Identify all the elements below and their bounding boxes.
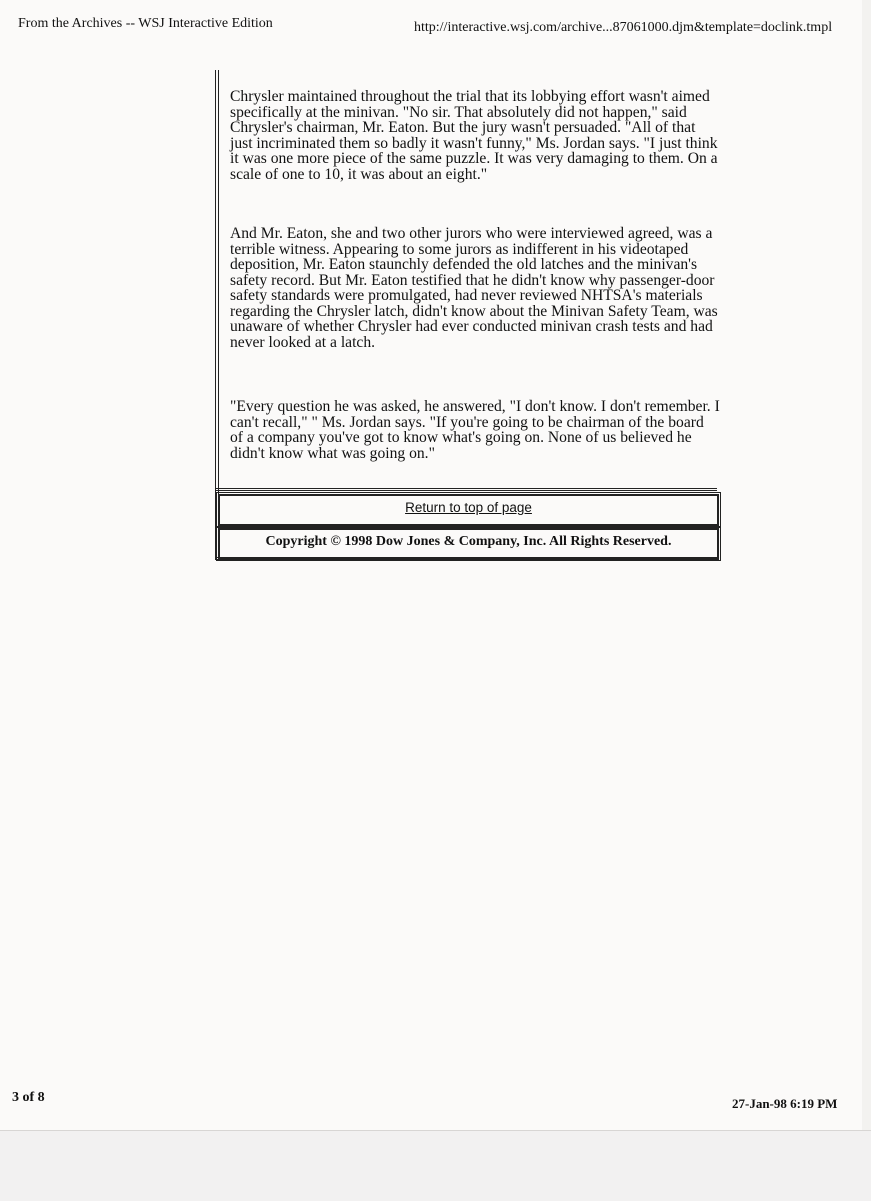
copyright-notice: Copyright © 1998 Dow Jones & Company, Inc. All Rights Reserved. [265, 534, 672, 549]
page-fold-shadow [862, 0, 871, 1130]
table-bottom-border [215, 557, 719, 560]
article-paragraph: Chrysler maintained throughout the trial that its lobbying effort wasn't aimed specifically at the minivan. "No sir. That absolutely did not happen," said Chrysler's chairman, Mr. Eaton. But the jury wasn't persuaded. "All of that just incriminated them so badly it wasn't funny," Ms. Jordan says. "I just think it was one more piece of the same puzzle. It was very damaging to them. On a scale of one to 10, it was about an eight." [230, 88, 718, 183]
scan-bottom-edge [0, 1130, 871, 1201]
return-to-top-link[interactable]: Return to top of page [405, 500, 532, 515]
article-divider [215, 488, 717, 491]
print-header-url: http://interactive.wsj.com/archive...87061000.djm&template=doclink.tmpl [414, 20, 833, 35]
print-page-number: 3 of 8 [12, 1090, 45, 1105]
article-body [215, 70, 721, 484]
copyright-box [218, 528, 719, 559]
article-paragraph: "Every question he was asked, he answered, "I don't know. I don't remember. I can't recall," " Ms. Jordan says. "If you're going to be chairman of the board of a company you've got to know what's going on. None of us believed he didn't know what was going on." [230, 398, 720, 462]
print-timestamp: 27-Jan-98 6:19 PM [732, 1096, 838, 1111]
article-paragraph: And Mr. Eaton, she and two other jurors who were interviewed agreed, was a terrible witness. Appearing to some jurors as indifferent in his videotaped deposition, Mr. Eaton staunchly defended the old latches and the minivan's safety record. But Mr. Eaton testified that he didn't know why passenger-door safety standards were promulgated, had never reviewed NHTSA's materials regarding the Chrysler latch, didn't know about the Minivan Safety Team, was unaware of whether Chrysler had ever conducted minivan crash tests and had never looked at a latch. [230, 225, 718, 351]
return-to-top-box [218, 494, 719, 526]
print-header-title: From the Archives -- WSJ Interactive Edition [18, 16, 273, 31]
